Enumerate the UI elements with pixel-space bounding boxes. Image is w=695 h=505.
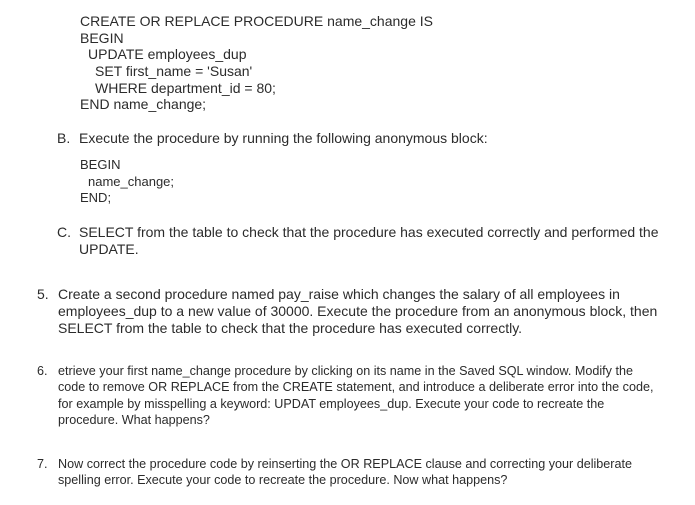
item-marker: 6. [37,364,48,378]
item-text: procedure. What happens? [58,413,210,427]
code-line: UPDATE employees_dup [88,46,247,62]
step-text: Execute the procedure by running the following anonymous block: [79,130,488,146]
code-line: END name_change; [80,96,207,112]
step-text: UPDATE. [79,241,139,257]
item-text: Create a second procedure named pay_raise which changes the salary of all employees in [58,286,620,302]
item-text: employees_dup to a new value of 30000. Execute the procedure from an anonymous block, then [58,303,658,319]
code-line: BEGIN [80,157,121,172]
item-text: SELECT from the table to check that the procedure has executed correctly. [58,320,523,336]
code-line: SET first_name = 'Susan' [95,63,253,79]
code-line: END; [80,190,112,205]
item-text: Now correct the procedure code by reinserting the OR REPLACE clause and correcting your deliberate [58,457,633,471]
step-marker: B. [57,130,71,146]
step-text: SELECT from the table to check that the procedure has executed correctly and performed the [79,224,659,240]
code-line: CREATE OR REPLACE PROCEDURE name_change IS [80,13,433,29]
step-marker: C. [57,224,71,240]
item-text: code to remove OR REPLACE from the CREATE statement, and introduce a deliberate error into the code, [58,380,654,394]
item-text: for example by misspelling a keyword: UPDAT employees_dup. Execute your code to recreate the [58,397,605,411]
item-marker: 5. [37,286,49,302]
code-line: name_change; [88,174,175,189]
item-marker: 7. [37,457,48,471]
item-text: spelling error. Execute your code to recreate the procedure. Now what happens? [58,473,508,487]
code-line: BEGIN [80,30,124,46]
code-line: WHERE department_id = 80; [95,80,276,96]
item-text: etrieve your first name_change procedure by clicking on its name in the Saved SQL window. Modify the [58,364,633,378]
